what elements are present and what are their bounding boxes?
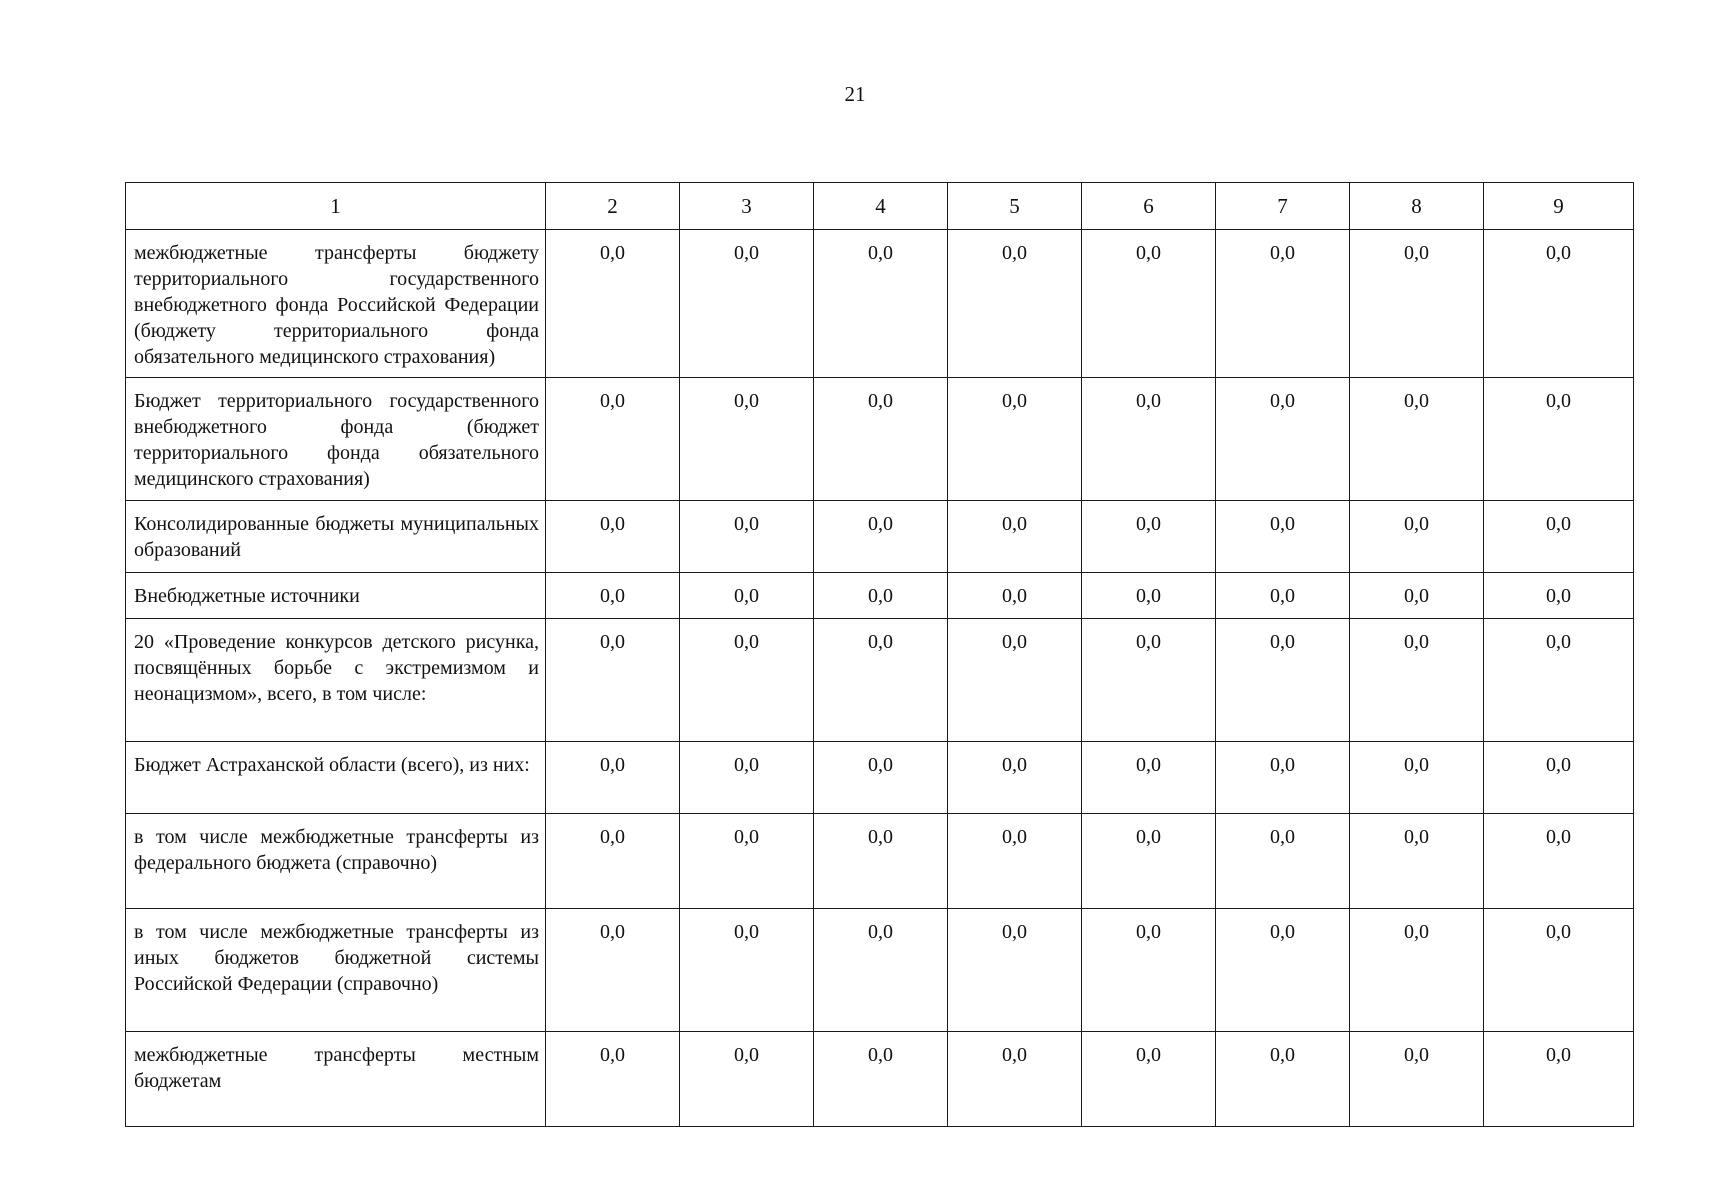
value-cell: 0,0: [1350, 619, 1484, 742]
value-cell: 0,0: [814, 742, 948, 814]
value-cell: 0,0: [1082, 378, 1216, 501]
value-cell: 0,0: [1484, 501, 1634, 573]
value-cell: 0,0: [1350, 230, 1484, 378]
value-cell: 0,0: [680, 573, 814, 619]
value-cell: 0,0: [1484, 378, 1634, 501]
value-cell: 0,0: [546, 1032, 680, 1127]
value-cell: 0,0: [1216, 619, 1350, 742]
value-cell: 0,0: [814, 378, 948, 501]
value-cell: 0,0: [680, 742, 814, 814]
column-header: 3: [680, 183, 814, 230]
value-cell: 0,0: [546, 230, 680, 378]
row-label: межбюджетные трансферты бюджету территориального государственного внебюджетного фонда Российской Федерации (бюджету территориального фонда обязательного медицинского страхования): [126, 230, 546, 378]
value-cell: 0,0: [1350, 501, 1484, 573]
table-row: [126, 742, 1634, 814]
value-cell: 0,0: [1216, 501, 1350, 573]
row-label: в том числе межбюджетные трансферты из федерального бюджета (справочно): [126, 814, 546, 909]
table-header-row: [126, 183, 1634, 230]
value-cell: 0,0: [948, 814, 1082, 909]
value-cell: 0,0: [546, 814, 680, 909]
value-cell: 0,0: [1216, 1032, 1350, 1127]
table-row: [126, 230, 1634, 378]
value-cell: 0,0: [814, 230, 948, 378]
table-row: [126, 1032, 1634, 1127]
column-header: 9: [1484, 183, 1634, 230]
row-label: Бюджет территориального государственного внебюджетного фонда (бюджет территориального фонда обязательного медицинского страхования): [126, 378, 546, 501]
value-cell: 0,0: [948, 573, 1082, 619]
value-cell: 0,0: [680, 378, 814, 501]
value-cell: 0,0: [1350, 742, 1484, 814]
value-cell: 0,0: [1484, 909, 1634, 1032]
value-cell: 0,0: [680, 501, 814, 573]
value-cell: 0,0: [1216, 378, 1350, 501]
value-cell: 0,0: [1216, 742, 1350, 814]
value-cell: 0,0: [948, 742, 1082, 814]
column-header: 5: [948, 183, 1082, 230]
column-header: 4: [814, 183, 948, 230]
value-cell: 0,0: [948, 1032, 1082, 1127]
value-cell: 0,0: [1082, 619, 1216, 742]
row-label: межбюджетные трансферты местным бюджетам: [126, 1032, 546, 1127]
value-cell: 0,0: [1484, 814, 1634, 909]
value-cell: 0,0: [1484, 1032, 1634, 1127]
value-cell: 0,0: [546, 573, 680, 619]
row-label: Консолидированные бюджеты муниципальных образований: [126, 501, 546, 573]
value-cell: 0,0: [1484, 573, 1634, 619]
value-cell: 0,0: [1082, 1032, 1216, 1127]
value-cell: 0,0: [948, 909, 1082, 1032]
value-cell: 0,0: [546, 619, 680, 742]
value-cell: 0,0: [814, 909, 948, 1032]
value-cell: 0,0: [948, 501, 1082, 573]
value-cell: 0,0: [1350, 1032, 1484, 1127]
value-cell: 0,0: [1350, 909, 1484, 1032]
value-cell: 0,0: [680, 1032, 814, 1127]
value-cell: 0,0: [948, 619, 1082, 742]
row-label: Внебюджетные источники: [126, 573, 546, 619]
value-cell: 0,0: [1082, 909, 1216, 1032]
value-cell: 0,0: [1350, 814, 1484, 909]
value-cell: 0,0: [680, 230, 814, 378]
value-cell: 0,0: [814, 501, 948, 573]
value-cell: 0,0: [546, 742, 680, 814]
value-cell: 0,0: [1082, 573, 1216, 619]
column-header: 6: [1082, 183, 1216, 230]
value-cell: 0,0: [948, 230, 1082, 378]
table-row: [126, 909, 1634, 1032]
value-cell: 0,0: [1350, 378, 1484, 501]
table-row: [126, 573, 1634, 619]
value-cell: 0,0: [948, 378, 1082, 501]
value-cell: 0,0: [1216, 573, 1350, 619]
value-cell: 0,0: [814, 573, 948, 619]
row-label: Бюджет Астраханской области (всего), из них:: [126, 742, 546, 814]
table-row: [126, 814, 1634, 909]
value-cell: 0,0: [680, 814, 814, 909]
column-header: 8: [1350, 183, 1484, 230]
value-cell: 0,0: [1484, 230, 1634, 378]
value-cell: 0,0: [546, 909, 680, 1032]
value-cell: 0,0: [1216, 909, 1350, 1032]
value-cell: 0,0: [546, 378, 680, 501]
row-label: в том числе межбюджетные трансферты из иных бюджетов бюджетной системы Российской Федерации (справочно): [126, 909, 546, 1032]
value-cell: 0,0: [680, 619, 814, 742]
page-number: 21: [844, 82, 866, 106]
value-cell: 0,0: [680, 909, 814, 1032]
budget-table: [125, 182, 1634, 1127]
value-cell: 0,0: [1216, 230, 1350, 378]
value-cell: 0,0: [546, 501, 680, 573]
value-cell: 0,0: [814, 1032, 948, 1127]
column-header: 7: [1216, 183, 1350, 230]
table-row: [126, 501, 1634, 573]
table-row: [126, 619, 1634, 742]
table-row: [126, 378, 1634, 501]
value-cell: 0,0: [1484, 619, 1634, 742]
row-label: 20 «Проведение конкурсов детского рисунка, посвящённых борьбе с экстремизмом и неонацизмом», всего, в том числе:: [126, 619, 546, 742]
column-header: 2: [546, 183, 680, 230]
value-cell: 0,0: [1082, 742, 1216, 814]
value-cell: 0,0: [1484, 742, 1634, 814]
value-cell: 0,0: [1216, 814, 1350, 909]
value-cell: 0,0: [814, 619, 948, 742]
value-cell: 0,0: [1350, 573, 1484, 619]
value-cell: 0,0: [814, 814, 948, 909]
value-cell: 0,0: [1082, 230, 1216, 378]
value-cell: 0,0: [1082, 501, 1216, 573]
column-header: 1: [126, 183, 546, 230]
value-cell: 0,0: [1082, 814, 1216, 909]
